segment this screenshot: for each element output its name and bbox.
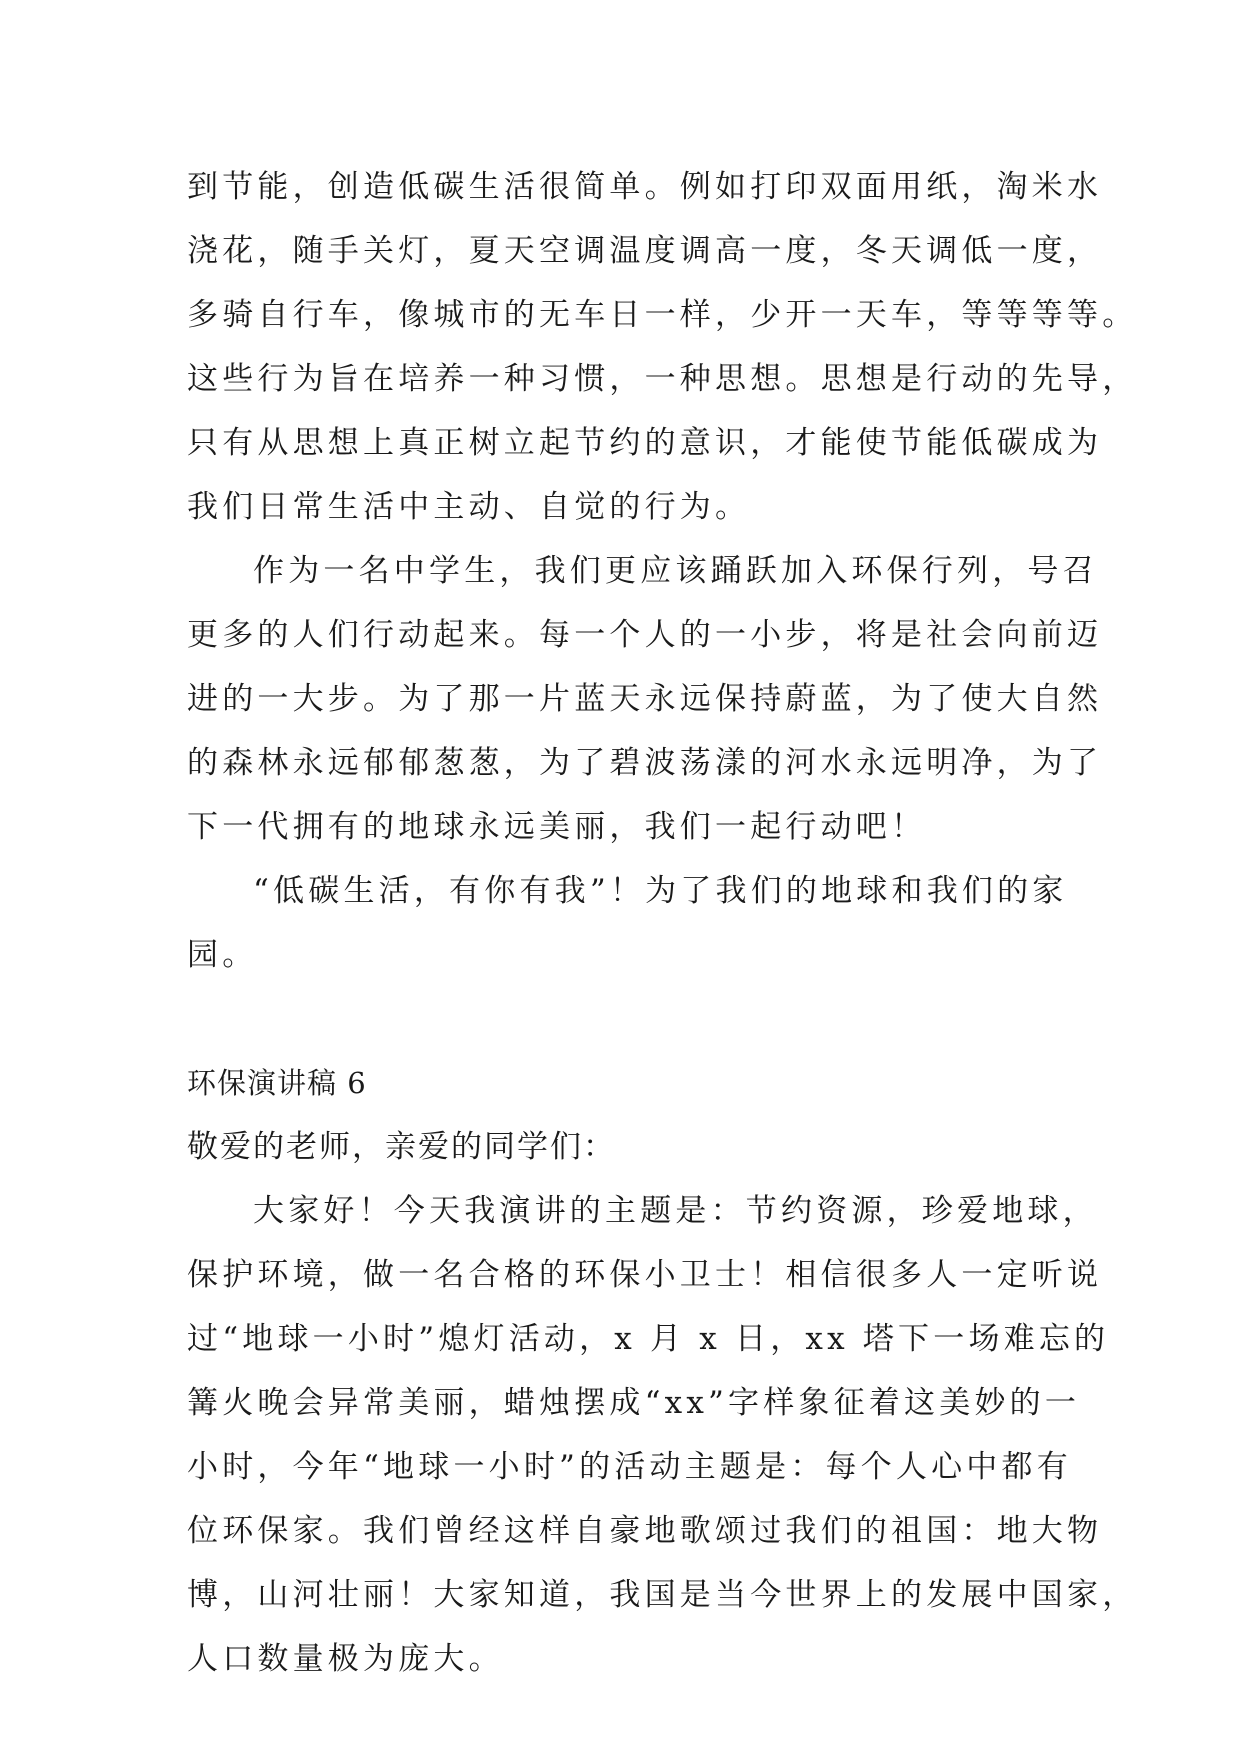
text-line: 位环保家。我们曾经这样自豪地歌颂过我们的祖国：地大物 (187, 1513, 1103, 1549)
text-line: 我们日常生活中主动、自觉的行为。 (187, 489, 751, 525)
salutation: 敬爱的老师，亲爱的同学们： (187, 1129, 616, 1165)
paragraph (187, 859, 1067, 987)
paragraph (187, 1179, 1138, 1691)
text-line: 进的一大步。为了那一片蓝天永远保持蔚蓝，为了使大自然 (187, 681, 1103, 717)
text-line: 到节能，创造低碳生活很简单。例如打印双面用纸，淘米水 (187, 169, 1103, 205)
text-line: 作为一名中学生，我们更应该踊跃加入环保行列，号召 (253, 553, 1098, 589)
section-title: 环保演讲稿 6 (187, 1066, 367, 1100)
text-line: 保护环境，做一名合格的环保小卫士！相信很多人一定听说 (187, 1257, 1103, 1293)
text-line: 园。 (187, 937, 258, 973)
text-line: “低碳生活，有你有我”！为了我们的地球和我们的家 (253, 873, 1068, 909)
text-line: 大家好！今天我演讲的主题是：节约资源，珍爱地球， (253, 1193, 1098, 1229)
text-line: 只有从思想上真正树立起节约的意识，才能使节能低碳成为 (187, 425, 1103, 461)
text-line: 博，山河壮丽！大家知道，我国是当今世界上的发展中国家， (187, 1577, 1138, 1613)
document-body (187, 155, 1138, 1691)
text-line: 的森林永远郁郁葱葱，为了碧波荡漾的河水永远明净，为了 (187, 745, 1103, 781)
text-line: 过“地球一小时”熄灯活动，x 月 x 日，xx 塔下一场难忘的 (187, 1321, 1110, 1357)
text-line: 更多的人们行动起来。每一个人的一小步，将是社会向前迈 (187, 617, 1103, 653)
text-line: 下一代拥有的地球永远美丽，我们一起行动吧！ (187, 809, 927, 845)
paragraph (187, 155, 1138, 539)
text-line: 小时，今年“地球一小时”的活动主题是：每个人心中都有 (187, 1449, 1072, 1485)
blank-line (187, 987, 1067, 1051)
text-line: 浇花，随手关灯，夏天空调温度调高一度，冬天调低一度， (187, 233, 1103, 269)
paragraph (187, 539, 1103, 859)
text-line: 人口数量极为庞大。 (187, 1641, 504, 1677)
text-line: 多骑自行车，像城市的无车日一样，少开一天车，等等等等。 (187, 297, 1138, 333)
text-line: 这些行为旨在培养一种习惯，一种思想。思想是行动的先导， (187, 361, 1138, 397)
text-line: 篝火晚会异常美丽，蜡烛摆成“xx”字样象征着这美妙的一 (187, 1385, 1081, 1421)
